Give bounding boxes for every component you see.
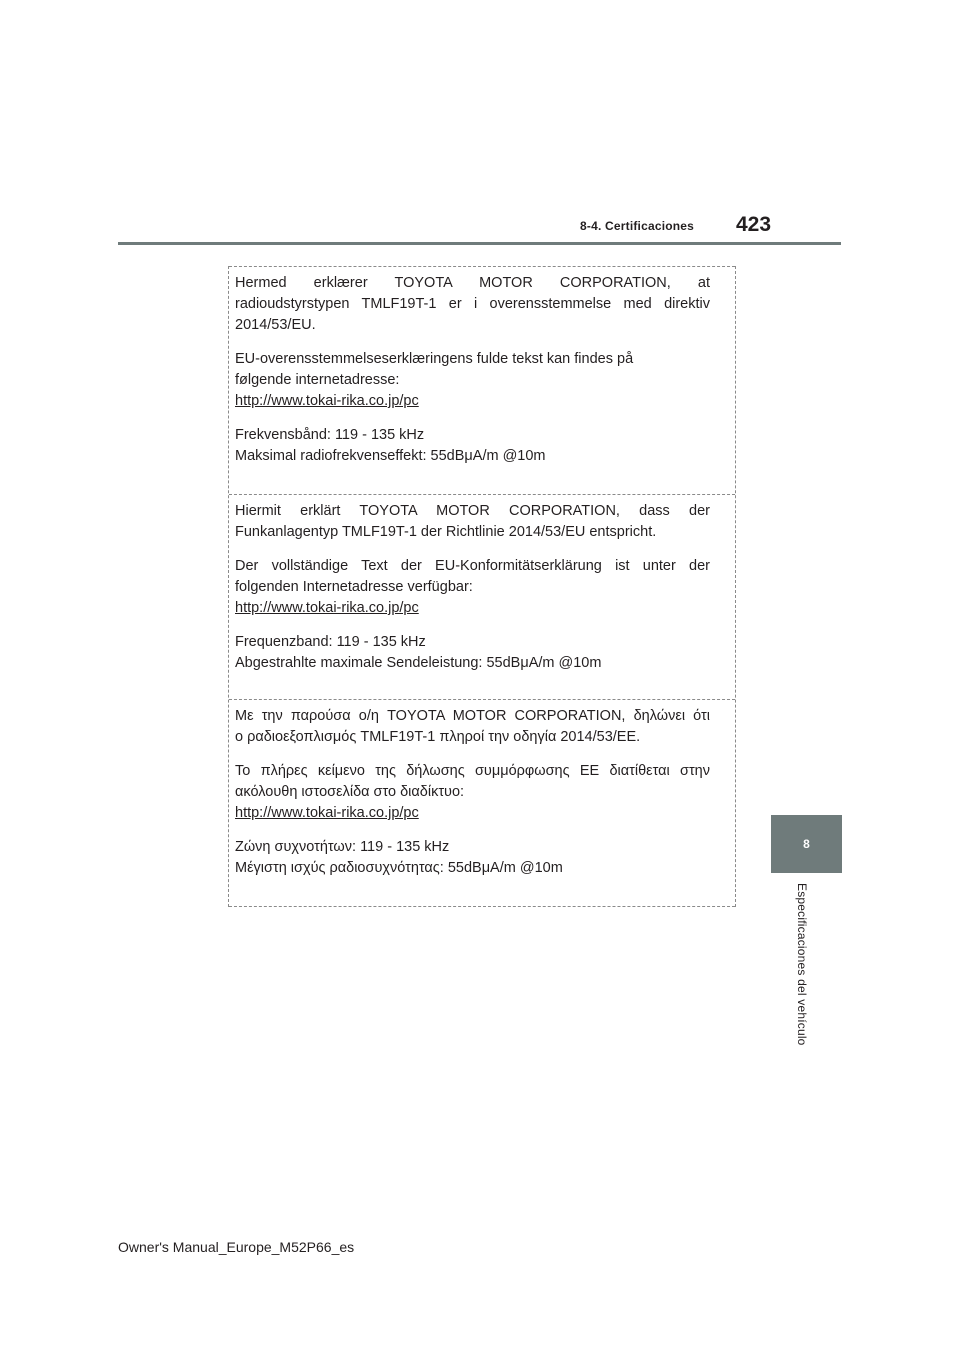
page-number: 423 <box>736 213 772 236</box>
declaration-url-link[interactable]: http://www.tokai-rika.co.jp/pc <box>235 393 419 409</box>
section-title: 8-4. Certificaciones <box>580 219 695 233</box>
max-power: Abgestrahlte maximale Sendeleistung: 55dBμA/m @10m <box>235 655 602 671</box>
statement-line: Hiermit erklärt TOYOTA MOTOR CORPORATION, dass der <box>235 503 710 519</box>
certification-box <box>228 266 736 907</box>
statement-line: 2014/53/EU. <box>235 317 316 333</box>
declaration-url-link[interactable]: http://www.tokai-rika.co.jp/pc <box>235 805 419 821</box>
max-power: Maksimal radiofrekvenseffekt: 55dBμA/m @10m <box>235 448 546 464</box>
statement-line: Με την παρούσα ο/η TOYOTA MOTOR CORPORATION, δηλώνει ότι <box>235 708 710 724</box>
statement-line: Funkanlagentyp TMLF19T-1 der Richtlinie 2014/53/EU entspricht. <box>235 524 657 540</box>
declaration-danish <box>229 266 735 494</box>
frequency-band: Ζώνη συχνοτήτων: 119 - 135 kHz <box>235 839 450 855</box>
fulltext-line: Το πλήρες κείμενο της δήλωσης συμμόρφωσης ΕΕ διατίθεται στην <box>235 763 710 779</box>
frequency-band: Frekvensbånd: 119 - 135 kHz <box>235 427 425 443</box>
statement-line: ο ραδιοεξοπλισμός TMLF19T-1 πληροί την οδηγία 2014/53/ΕΕ. <box>235 729 641 745</box>
statement-line: radioudstyrstypen TMLF19T-1 er i overensstemmelse med direktiv <box>235 296 710 312</box>
chapter-title: Especificaciones del vehículo <box>795 883 809 1046</box>
fulltext-line: ακόλουθη ιστοσελίδα στο διαδίκτυο: <box>235 784 465 800</box>
declaration-greek <box>229 699 735 907</box>
chapter-tab[interactable] <box>771 815 842 873</box>
fulltext-line: følgende internetadresse: <box>235 372 400 388</box>
fulltext-line: folgenden Internetadresse verfügbar: <box>235 579 473 595</box>
declaration-german <box>229 494 735 699</box>
fulltext-line: EU-overensstemmelseserklæringens fulde tekst kan findes på <box>235 351 634 367</box>
statement-line: Hermed erklærer TOYOTA MOTOR CORPORATION, at <box>235 275 710 291</box>
header-rule <box>118 242 841 245</box>
fulltext-line: Der vollständige Text der EU-Konformitätserklärung ist unter der <box>235 558 710 574</box>
chapter-number: 8 <box>803 837 810 851</box>
frequency-band: Frequenzband: 119 - 135 kHz <box>235 634 426 650</box>
max-power: Μέγιστη ισχύς ραδιοσυχνότητας: 55dBμA/m @10m <box>235 860 563 876</box>
manual-id: Owner's Manual_Europe_M52P66_es <box>118 1239 355 1255</box>
declaration-url-link[interactable]: http://www.tokai-rika.co.jp/pc <box>235 600 419 616</box>
